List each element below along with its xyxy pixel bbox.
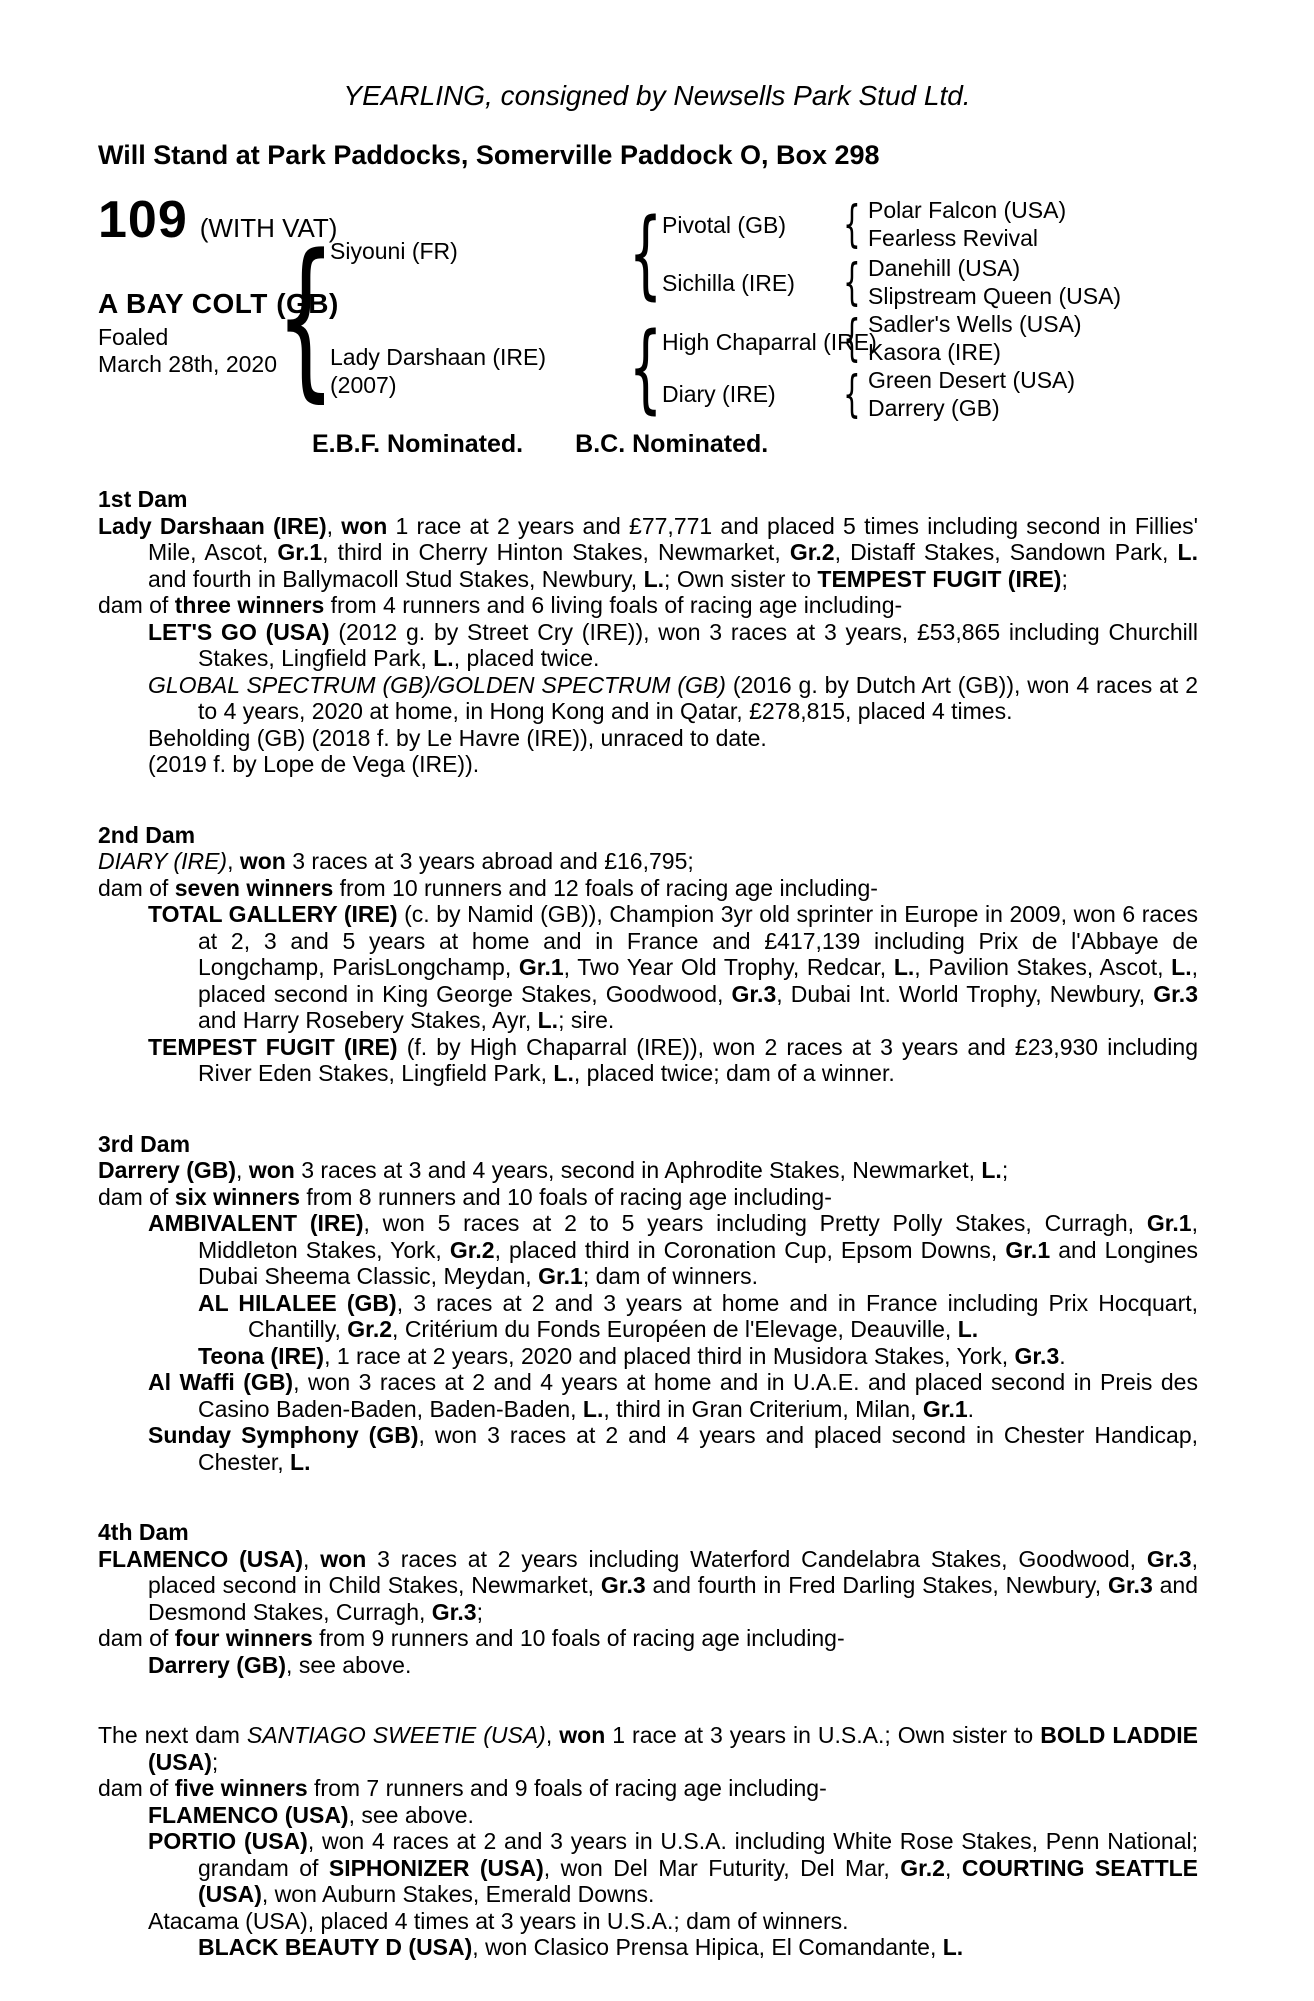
text-run: AMBIVALENT (IRE) [148, 1210, 364, 1236]
text-run: dam of [98, 1183, 175, 1210]
text-run: Gr.3 [1146, 1545, 1192, 1572]
text-run: ; dam of winners. [582, 1263, 758, 1289]
text-run: , 1 race at 2 years, 2020 and placed third in Musidora Stakes, York, [324, 1342, 1015, 1369]
text-run: won [248, 1157, 295, 1183]
text-run: ; [1001, 1157, 1009, 1183]
pedigree-header [0, 0, 1314, 486]
text-run: L. [553, 1060, 574, 1086]
brace-icon [630, 199, 662, 309]
text-run: ; [476, 1598, 483, 1625]
text-run: Beholding (GB) (2018 f. by Le Havre (IRE)), unraced to date. [148, 724, 767, 751]
text-run: Gr.2 [900, 1854, 945, 1881]
text-run: LET'S GO (USA) [148, 618, 330, 645]
granddam-name: Diary (IRE) [662, 381, 776, 407]
text-run: and Desmond Stakes, Curragh, [148, 1572, 1198, 1625]
great-grandparent-name: Polar Falcon (USA) [868, 197, 1067, 223]
text-run: L. [1171, 954, 1192, 980]
text-run: , Critérium du Fonds Européen de l'Elevage, Deauville, [392, 1316, 958, 1342]
great-grandparent-name: Kasora (IRE) [868, 339, 1001, 365]
text-run: 3 races at 3 and 4 years, second in Aphrodite Stakes, Newmarket, [294, 1157, 982, 1183]
text-run: ; [1061, 565, 1068, 592]
vat-note: (WITH VAT) [199, 213, 338, 243]
text-run: , 3 races at 2 and 3 years at home and in France including Prix Hocquart, Chantilly, [248, 1289, 1199, 1342]
text-run: Al Waffi (GB) [148, 1369, 294, 1395]
text-run: five winners [174, 1775, 308, 1801]
pedigree-paragraph [148, 751, 1198, 778]
dam-section [98, 1131, 1198, 1476]
text-run: PORTIO (USA) [148, 1828, 308, 1854]
text-run: , won 3 races at 2 and 4 years and placed second in Chester Handicap, Chester, [198, 1422, 1199, 1475]
text-run: Gr.2 [449, 1236, 495, 1263]
text-run: Gr.3 [600, 1572, 646, 1598]
text-run: DIARY (IRE) [98, 848, 228, 874]
text-run: and fourth in Fred Darling Stakes, Newbury, [645, 1572, 1108, 1598]
nominations-line [312, 430, 768, 459]
pedigree-paragraph [148, 1369, 1198, 1422]
text-run: Sunday Symphony (GB) [148, 1422, 419, 1448]
text-run: Gr.1 [277, 539, 323, 565]
sire-name: Siyouni (FR) [330, 238, 458, 264]
text-run: 1 race at 2 years and £77,771 and placed 5 times including second in Fillies' Mile, Ascot, [148, 512, 1198, 565]
pedigree-paragraph [98, 874, 1198, 902]
text-run: L. [433, 645, 454, 671]
pedigree-paragraph [98, 592, 1198, 619]
dam-section [98, 1722, 1198, 1961]
text-run: dam of [98, 874, 175, 901]
text-run: , Distaff Stakes, Sandown Park, [834, 539, 1178, 565]
text-run: L. [942, 1934, 964, 1960]
catalog-text [0, 486, 1314, 2001]
text-run: , placed third in Coronation Cup, Epsom Downs, [494, 1236, 1006, 1263]
text-run: Lady Darshaan (IRE) [98, 512, 327, 539]
dam-heading: 3rd Dam [98, 1130, 191, 1157]
text-run: 3 races at 2 years including Waterford Candelabra Stakes, Goodwood, [366, 1545, 1147, 1572]
text-run: Gr.3 [1107, 1572, 1153, 1598]
pedigree-paragraph [148, 901, 1199, 1034]
pedigree-paragraph [148, 1033, 1198, 1087]
text-run: L. [643, 565, 665, 592]
great-grandparent-name: Danehill (USA) [868, 255, 1021, 281]
pedigree-paragraph [98, 1625, 1198, 1652]
pedigree-paragraph [98, 848, 1198, 875]
text-run: Gr.1 [538, 1263, 583, 1289]
text-run: GLOBAL SPECTRUM (GB)/GOLDEN SPECTRUM (GB) [148, 671, 726, 698]
text-run: dam of [98, 1625, 175, 1651]
text-run: Gr.1 [1146, 1210, 1192, 1236]
text-run: , won Del Mar Futurity, Del Mar, [543, 1854, 901, 1881]
great-grandparent-name: Darrery (GB) [868, 395, 1000, 421]
grandsire-name: High Chaparral (IRE) [662, 329, 877, 355]
pedigree-paragraph [198, 1289, 1199, 1343]
text-run: , see above. [348, 1801, 474, 1828]
text-run: , [236, 1157, 249, 1183]
text-run: FLAMENCO (USA) [148, 1801, 349, 1828]
pedigree-paragraph [148, 618, 1198, 672]
pedigree-paragraph [198, 1342, 1198, 1370]
text-run: Gr.1 [1005, 1236, 1051, 1263]
text-run: won [320, 1545, 367, 1572]
text-run: L. [537, 1007, 559, 1033]
pedigree-paragraph [198, 1934, 1198, 1961]
lot-number: 109 [98, 191, 188, 249]
pedigree-paragraph [148, 1828, 1199, 1908]
dam-heading: 4th Dam [98, 1519, 189, 1545]
text-run: , Middleton Stakes, York, [198, 1210, 1198, 1263]
text-run: AL HILALEE (GB) [198, 1289, 397, 1316]
text-run: . [1059, 1342, 1066, 1369]
text-run: Gr.2 [347, 1316, 393, 1342]
text-run: from 10 runners and 12 foals of racing age including- [333, 874, 878, 901]
brace-icon [840, 309, 864, 367]
great-grandparent-name: Sadler's Wells (USA) [868, 311, 1082, 337]
text-run: . [967, 1395, 975, 1422]
text-run: Gr.3 [731, 980, 777, 1007]
dam-year: (2007) [330, 372, 397, 398]
text-run: SIPHONIZER (USA) [328, 1854, 544, 1881]
text-run: Teona (IRE) [198, 1342, 325, 1369]
pedigree-paragraph [148, 671, 1199, 725]
brace-icon [284, 223, 328, 413]
text-run: Gr.3 [1014, 1342, 1060, 1369]
text-run: BOLD LADDIE (USA) [148, 1722, 1198, 1775]
pedigree-paragraph [98, 1183, 1198, 1211]
colt-description: A BAY COLT (GB) [98, 288, 339, 319]
text-run: four winners [174, 1625, 313, 1651]
pedigree-paragraph [148, 1907, 1198, 1935]
text-run: (c. by Namid (GB)), Champion 3yr old sprinter in Europe in 2009, won 6 races at 2, 3 and 5 years at home and in France and £417,139 including Prix de l'Abbaye de Longchamp, ParisLongchamp, [198, 901, 1198, 980]
text-run: , [944, 1854, 962, 1881]
pedigree-paragraph [148, 724, 1198, 752]
text-run: BLACK BEAUTY D (USA) [198, 1934, 473, 1960]
dam-heading: 2nd Dam [98, 821, 196, 848]
text-run: FLAMENCO (USA) [98, 1545, 304, 1572]
brace-icon [840, 195, 864, 253]
nomination-bc: B.C. Nominated. [575, 430, 769, 458]
text-run: TOTAL GALLERY (IRE) [148, 901, 398, 927]
text-run: three winners [174, 592, 325, 618]
text-run: , Dubai Int. World Trophy, Newbury, [776, 980, 1154, 1007]
brace-icon [840, 365, 864, 423]
text-run: (2012 g. by Street Cry (IRE)), won 3 races at 3 years, £53,865 including Churchill Stakes, Lingfield Park, [198, 618, 1198, 671]
text-run: COURTING SEATTLE (USA) [198, 1854, 1199, 1907]
text-run: won [341, 512, 388, 539]
text-run: , third in Cherry Hinton Stakes, Newmarket, [322, 539, 790, 565]
pedigree-paragraph [98, 512, 1198, 593]
page-title: YEARLING, consigned by Newsells Park Stud Ltd. [343, 80, 971, 111]
text-run: , Two Year Old Trophy, Redcar, [563, 954, 894, 980]
dam-heading: 1st Dam [98, 486, 188, 512]
text-run: TEMPEST FUGIT (IRE) [817, 565, 1062, 592]
text-run: , won 3 races at 2 and 4 years at home and in U.A.E. and placed second in Preis des Casino Baden-Baden, Baden-Baden, [198, 1369, 1198, 1422]
text-run: , placed second in King George Stakes, Goodwood, [198, 954, 1199, 1007]
pedigree-paragraph [98, 1775, 1198, 1802]
text-run: Atacama (USA), placed 4 times at 3 years in U.S.A.; dam of winners. [148, 1907, 849, 1934]
text-run: , [227, 848, 240, 874]
pedigree-paragraph [98, 1157, 1198, 1184]
dam-name: Lady Darshaan (IRE) [330, 344, 547, 370]
text-run: (2019 f. by Lope de Vega (IRE)). [148, 751, 480, 777]
text-run: six winners [174, 1183, 300, 1210]
text-run: TEMPEST FUGIT (IRE) [148, 1033, 398, 1060]
text-run: from 4 runners and 6 living foals of racing age including- [324, 592, 903, 618]
granddam-name: Sichilla (IRE) [662, 270, 795, 296]
pedigree-paragraph [148, 1422, 1199, 1475]
text-run: , won Auburn Stakes, Emerald Downs. [261, 1881, 655, 1907]
text-run: , placed twice. [453, 645, 600, 671]
text-run: ; Own sister to [664, 565, 818, 592]
text-run: , third in Gran Criterium, Milan, [603, 1395, 923, 1422]
text-run: L. [893, 954, 915, 980]
pedigree-paragraph [148, 1651, 1198, 1679]
text-run: L. [290, 1448, 311, 1475]
text-run: L. [957, 1316, 979, 1342]
text-run: seven winners [174, 874, 334, 901]
text-run: , [545, 1722, 560, 1748]
text-run: Darrery (GB) [98, 1157, 237, 1183]
text-run: Gr.1 [922, 1395, 968, 1422]
text-run: won [239, 848, 286, 874]
text-run: and Longines Dubai Sheema Classic, Meydan, [198, 1236, 1199, 1289]
text-run: Darrery (GB) [148, 1651, 287, 1678]
dam-section [98, 1519, 1198, 1678]
text-run: and fourth in Ballymacoll Stud Stakes, Newbury, [148, 565, 644, 592]
text-run: , won Clasico Prensa Hipica, El Comandante, [472, 1934, 943, 1960]
text-run: , [326, 512, 342, 539]
brace-icon [840, 253, 864, 311]
text-run: , see above. [286, 1651, 412, 1678]
great-grandparent-name: Slipstream Queen (USA) [868, 283, 1122, 309]
text-run: dam of [98, 592, 175, 618]
text-run: Gr.1 [518, 954, 564, 980]
dam-section [98, 486, 1198, 778]
text-run: SANTIAGO SWEETIE (USA) [246, 1722, 546, 1748]
text-run: , Pavilion Stakes, Ascot, [914, 954, 1172, 980]
text-run: The next dam [98, 1722, 247, 1748]
text-run: won [559, 1722, 606, 1748]
foaled-label: Foaled [98, 324, 169, 350]
text-run: L. [582, 1395, 604, 1422]
pedigree-paragraph [148, 1801, 1198, 1829]
text-run: Gr.3 [1153, 980, 1198, 1007]
text-run: from 9 runners and 10 foals of racing age including- [312, 1625, 845, 1651]
text-run: 3 races at 3 years abroad and £16,795; [285, 848, 694, 874]
text-run: and Harry Rosebery Stakes, Ayr, [198, 1007, 538, 1033]
text-run: , [303, 1545, 321, 1572]
text-run: L. [981, 1157, 1002, 1183]
stand-location-line: Will Stand at Park Paddocks, Somerville Paddock O, Box 298 [98, 140, 880, 170]
text-run: L. [1177, 539, 1198, 565]
pedigree-paragraph [98, 1722, 1198, 1775]
text-run: (2016 g. by Dutch Art (GB)), won 4 races at 2 to 4 years, 2020 at home, in Hong Kong and in Qatar, £278,815, placed 4 times. [198, 671, 1199, 724]
nomination-ebf: E.B.F. Nominated. [312, 430, 524, 458]
text-run: 1 race at 3 years in U.S.A.; Own sister to [605, 1722, 1041, 1748]
text-run: ; [211, 1748, 219, 1775]
text-run: , placed second in Child Stakes, Newmarket, [148, 1545, 1198, 1598]
text-run: Gr.3 [431, 1598, 477, 1625]
text-run: , placed twice; dam of a winner. [573, 1060, 895, 1086]
great-grandparent-name: Green Desert (USA) [868, 367, 1076, 393]
text-run: dam of [98, 1775, 175, 1801]
pedigree-paragraph [98, 1545, 1198, 1626]
great-grandparent-name: Fearless Revival [868, 225, 1038, 251]
text-run: from 8 runners and 10 foals of racing age including- [300, 1183, 832, 1210]
text-run: ; sire. [558, 1007, 615, 1033]
dam-section [98, 822, 1198, 1087]
text-run: , won 4 races at 2 and 3 years in U.S.A. including White Rose Stakes, Penn National; grandam of [198, 1828, 1198, 1881]
foaled-date: March 28th, 2020 [98, 351, 278, 377]
text-run: from 7 runners and 9 foals of racing age including- [307, 1775, 827, 1801]
text-run: , won 5 races at 2 to 5 years including Pretty Polly Stakes, Curragh, [363, 1210, 1147, 1236]
pedigree-paragraph [148, 1210, 1199, 1290]
text-run: (f. by High Chaparral (IRE)), won 2 races at 3 years and £23,930 including River Eden Stakes, Lingfield Park, [198, 1033, 1198, 1086]
grandsire-name: Pivotal (GB) [662, 212, 786, 238]
brace-icon [630, 313, 662, 423]
text-run: Gr.2 [789, 539, 835, 565]
